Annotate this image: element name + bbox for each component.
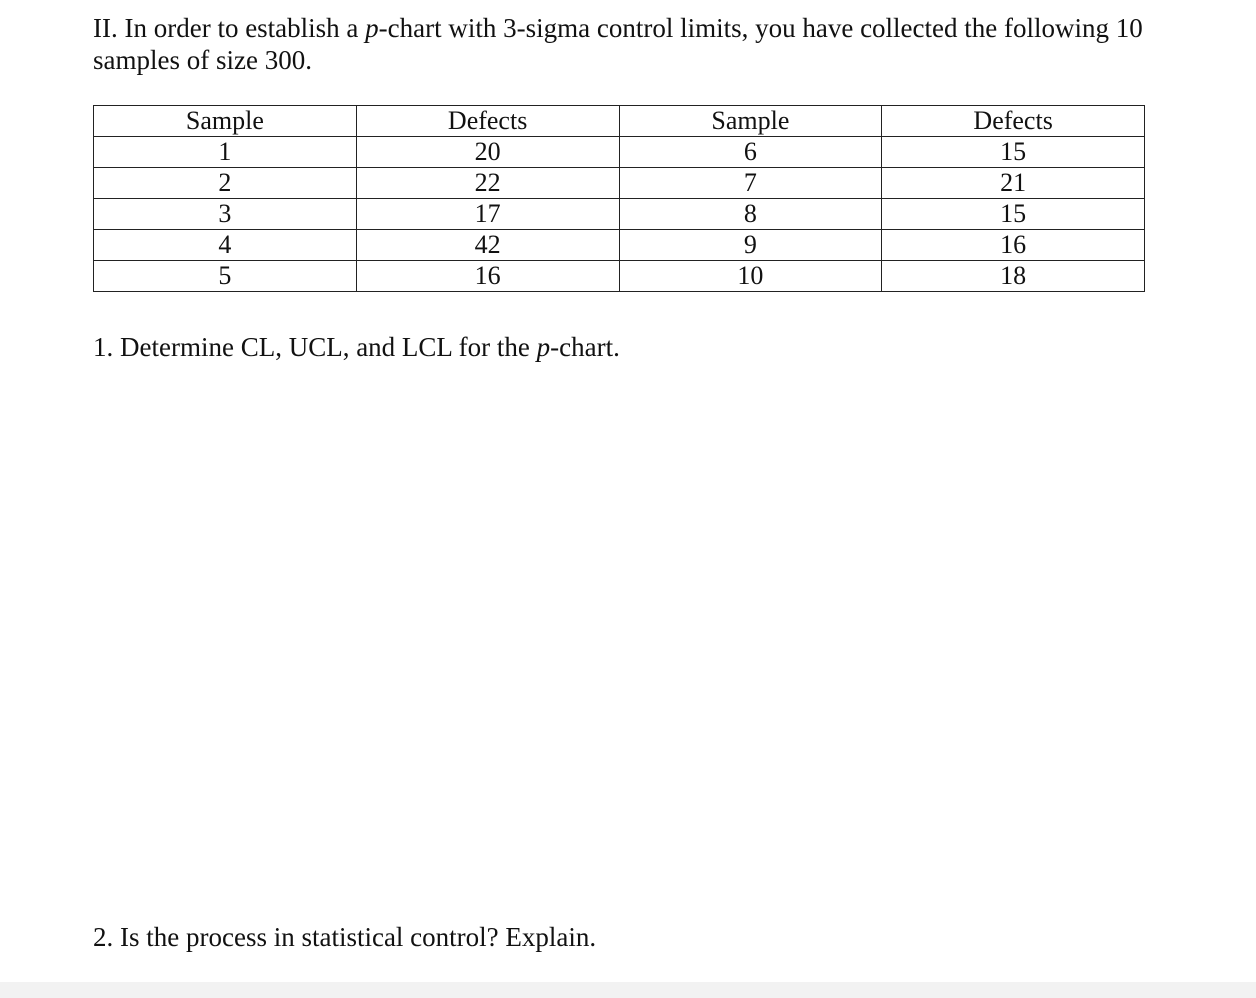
question-2: 2. Is the process in statistical control? Explain. bbox=[93, 922, 597, 952]
table-row bbox=[94, 199, 1145, 230]
table-cell: 3 bbox=[94, 199, 357, 230]
header-defects-1: Defects bbox=[356, 106, 619, 137]
table-cell: 42 bbox=[356, 230, 619, 261]
header-sample-1: Sample bbox=[94, 106, 357, 137]
table-row bbox=[94, 137, 1145, 168]
table-cell: 20 bbox=[356, 137, 619, 168]
table-header-row bbox=[94, 106, 1145, 137]
problem-statement bbox=[93, 12, 1183, 76]
table-cell: 4 bbox=[94, 230, 357, 261]
table-cell: 16 bbox=[882, 230, 1145, 261]
question-1-p-variable: p bbox=[536, 332, 551, 362]
table-cell: 16 bbox=[356, 261, 619, 292]
table-row bbox=[94, 230, 1145, 261]
table-cell: 5 bbox=[94, 261, 357, 292]
table-cell: 17 bbox=[356, 199, 619, 230]
table-cell: 1 bbox=[94, 137, 357, 168]
question-1-text-end: -chart. bbox=[550, 332, 620, 362]
table-cell: 21 bbox=[882, 168, 1145, 199]
table-row bbox=[94, 168, 1145, 199]
table-cell: 18 bbox=[882, 261, 1145, 292]
question-1 bbox=[93, 332, 620, 363]
table-cell: 15 bbox=[882, 137, 1145, 168]
header-defects-2: Defects bbox=[882, 106, 1145, 137]
page-bottom-strip bbox=[0, 982, 1256, 998]
problem-text-end: -chart with 3-sigma control limits, you have collected the following 10 samples of size 300. bbox=[93, 13, 1143, 75]
table-cell: 15 bbox=[882, 199, 1145, 230]
problem-text-start: II. In order to establish a bbox=[93, 13, 366, 43]
table-cell: 22 bbox=[356, 168, 619, 199]
table-cell: 9 bbox=[619, 230, 882, 261]
table-cell: 7 bbox=[619, 168, 882, 199]
question-1-text-start: 1. Determine CL, UCL, and LCL for the bbox=[93, 332, 537, 362]
table-cell: 10 bbox=[619, 261, 882, 292]
defects-table bbox=[93, 105, 1145, 292]
table-row bbox=[94, 261, 1145, 292]
header-sample-2: Sample bbox=[619, 106, 882, 137]
table-cell: 2 bbox=[94, 168, 357, 199]
table-cell: 6 bbox=[619, 137, 882, 168]
table-cell: 8 bbox=[619, 199, 882, 230]
p-variable: p bbox=[365, 13, 379, 43]
